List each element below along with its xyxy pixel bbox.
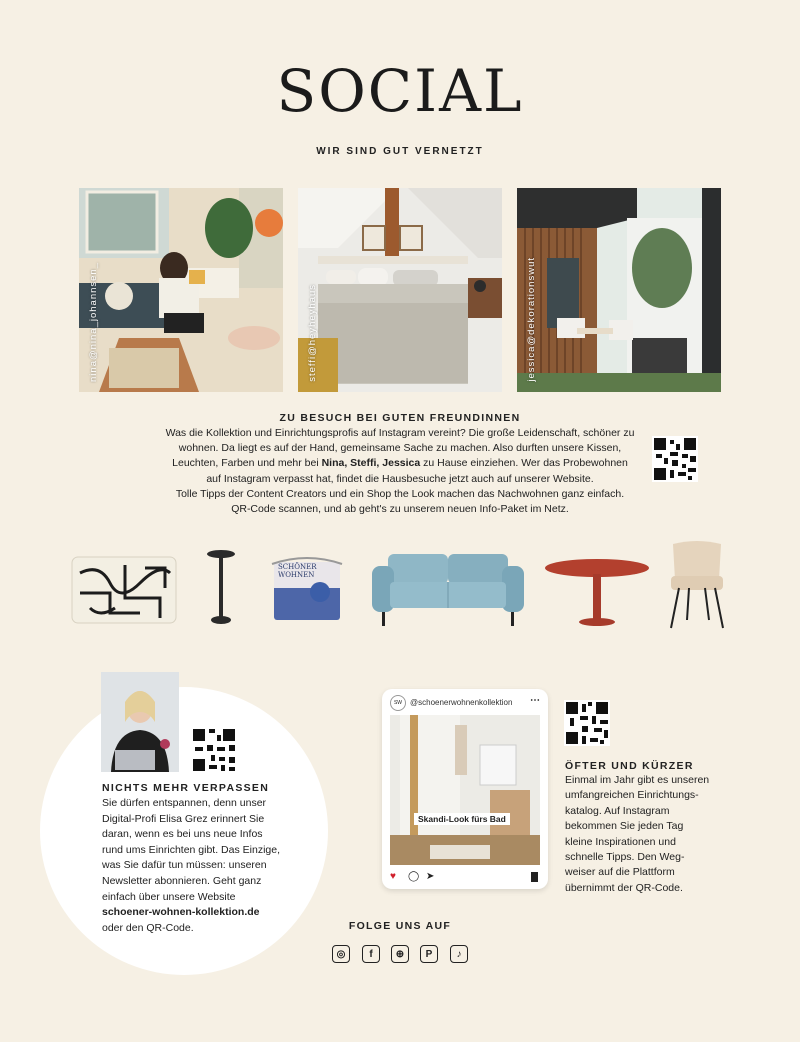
newsletter-heading: NICHTS MEHR VERPASSEN <box>102 782 270 794</box>
often-line: schnelle Tipps. Den Weg- <box>565 851 685 864</box>
page-title: SOCIAL <box>276 57 524 125</box>
often-line: umfangreichen Einrichtungs- <box>565 789 699 802</box>
paint-brand-line: WOHNEN <box>278 571 315 579</box>
often-line: kleine Inspirationen und <box>565 835 676 848</box>
newsletter-line: Newsletter abonnieren. Geht ganz <box>102 874 262 887</box>
product-table <box>542 558 652 628</box>
often-line: übernimmt der QR-Code. <box>565 881 683 894</box>
visit-section <box>100 412 700 517</box>
visit-line: QR-Code scannen, und ab geht's zu unserem neuen Info-Paket im Netz. <box>231 503 569 516</box>
visit-line: Tolle Tipps der Content Creators und ein Shop the Look machen das Nachwohnen ganz einfach. <box>175 487 625 500</box>
newsletter-line: was Sie dafür tun müssen: unseren <box>102 859 267 872</box>
often-block <box>565 760 765 896</box>
instagram-account: @schoenerwohnenkollektion <box>410 698 513 707</box>
facebook-icon[interactable]: f <box>362 945 380 963</box>
qr-code-newsletter[interactable] <box>191 727 237 773</box>
page-subtitle: WIR SIND GUT VERNETZT <box>316 146 484 157</box>
comment-icon[interactable]: ◯ <box>408 871 420 882</box>
photo-handle: nina@nina_johannsen_ <box>88 262 99 382</box>
newsletter-website-link[interactable]: schoener-wohnen-kollektion.de <box>102 906 260 919</box>
newsletter-line: daran, wenn es bei uns neue Infos <box>102 828 263 841</box>
photo-steffi <box>298 188 502 392</box>
paint-brand-line: SCHÖNER <box>278 563 317 571</box>
often-line: weiser auf die Plattform <box>565 866 675 879</box>
product-lamp <box>203 548 239 628</box>
photo-jessica <box>517 188 721 392</box>
visit-line <box>100 456 700 471</box>
instagram-post-image <box>390 715 540 865</box>
newsletter-line: Digital-Profi Elisa Grez erinnert Sie <box>102 812 265 825</box>
often-heading: ÖFTER UND KÜRZER <box>565 760 694 772</box>
visit-line: Was die Kollektion und Einrichtungsprofis auf Instagram vereint? Die große Leidenschaft, schöner zu <box>165 427 635 439</box>
often-line: Einmal im Jahr gibt es unseren <box>565 774 710 786</box>
instagram-caption: Skandi-Look fürs Bad <box>414 813 510 825</box>
newsletter-line: einfach über unsere Website <box>102 890 236 903</box>
qr-code-instagram[interactable] <box>564 700 610 746</box>
newsletter-line: oder den QR-Code. <box>102 921 194 934</box>
newsletter-line: Sie dürfen entspannen, denn unser <box>102 797 267 809</box>
website-icon[interactable]: ⊕ <box>391 945 409 963</box>
visit-line: auf Instagram verpasst hat, findet die Hausbesuche jetzt auch auf unserer Website. <box>206 472 594 485</box>
bookmark-icon[interactable] <box>531 872 538 882</box>
more-icon[interactable]: ⋯ <box>530 695 540 706</box>
often-line: bekommen Sie jeden Tag <box>565 820 684 833</box>
visit-heading: ZU BESUCH BEI GUTEN FREUNDINNEN <box>279 412 521 424</box>
photo-nina <box>79 188 283 392</box>
heart-icon[interactable]: ♥ <box>390 871 396 882</box>
product-cushion <box>70 553 178 627</box>
instagram-avatar: SW <box>390 695 406 711</box>
visit-text: Leuchten, Farben und mehr bei <box>172 457 322 470</box>
newsletter-line: rund ums Einrichten gibt. Das Einzige, <box>102 843 281 856</box>
portrait-elisa-grez <box>101 672 179 772</box>
visit-text: zu Hause einziehen. Wer das Probewohnen <box>420 457 628 470</box>
tiktok-icon[interactable]: ♪ <box>450 945 468 963</box>
paint-brand <box>278 563 317 579</box>
visit-names: Nina, Steffi, Jessica <box>321 457 421 470</box>
instagram-icon[interactable]: ◎ <box>332 945 350 963</box>
photo-handle: steffi@heyheyhaus <box>307 284 318 382</box>
qr-code-visit[interactable] <box>652 436 698 482</box>
often-line: katalog. Auf Instagram <box>565 804 670 817</box>
instagram-post[interactable] <box>382 689 548 889</box>
visit-line: wohnen. Da liegt es auf der Hand, gemeinsame Sache zu machen. Also durften unsere Kissen, <box>178 442 622 455</box>
product-sofa <box>370 552 526 628</box>
pinterest-icon[interactable]: P <box>420 945 438 963</box>
visit-body <box>100 426 700 517</box>
photo-handle: jessica@dekorationswut <box>526 257 537 382</box>
share-icon[interactable]: ➤ <box>426 871 435 882</box>
product-chair <box>665 540 729 630</box>
newsletter-block <box>102 782 312 936</box>
follow-heading: FOLGE UNS AUF <box>348 920 452 932</box>
often-body <box>565 773 765 896</box>
newsletter-body <box>102 796 312 936</box>
